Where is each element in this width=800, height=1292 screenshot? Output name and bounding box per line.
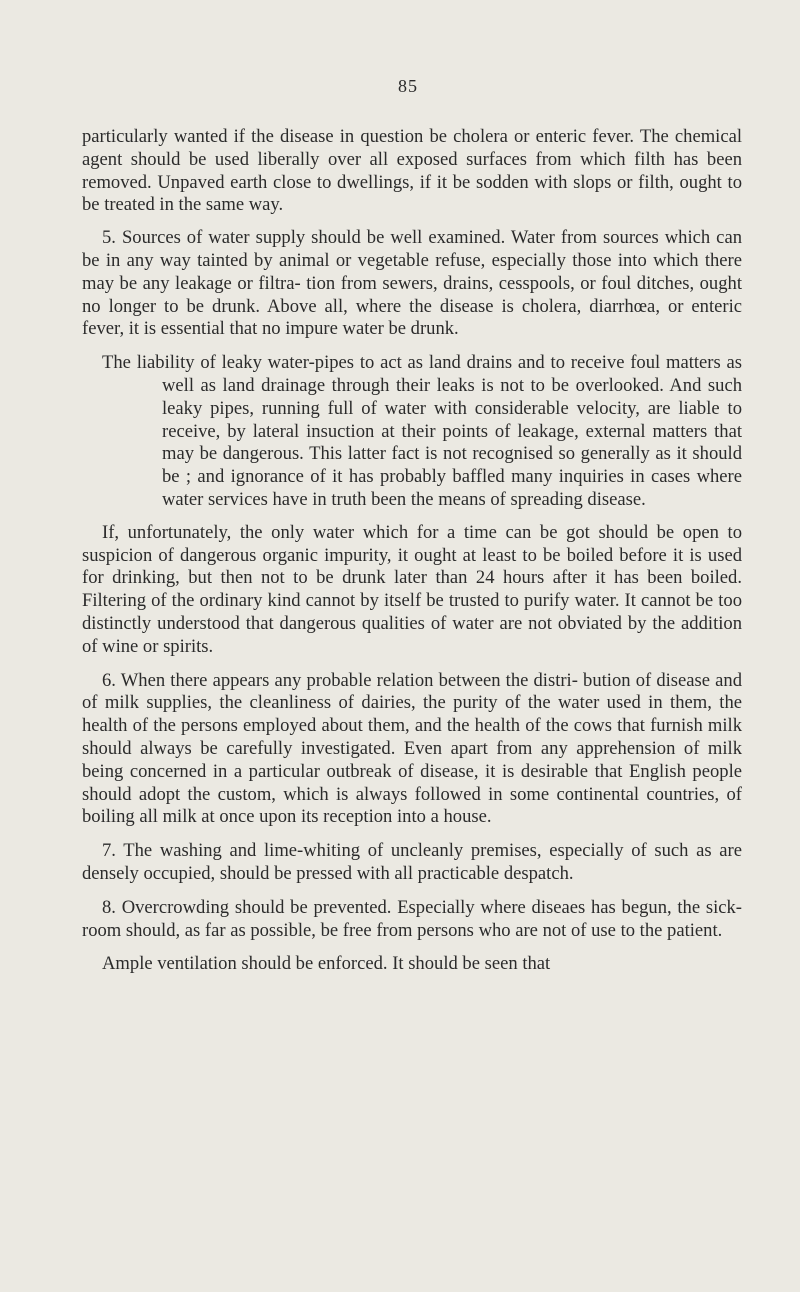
page-number: 85 <box>398 76 418 96</box>
paragraph-6-milk-supplies: 6. When there appears any probable relation between the distri- bution of disease and of milk supplies, the cleanliness of dairies, the purity of the water used in them, the health of the persons employed about them, and the health of the cows that furnish milk should always be carefully investigated. Even apart from any apprehension of milk being concerned in a particular outbreak of disease, it is desirable that English people should adopt the custom, which is always followed in some continental countries, of boiling all milk at once upon its reception into a house. <box>82 669 742 828</box>
paragraph-ventilation: Ample ventilation should be enforced. It should be seen that <box>102 953 551 975</box>
paragraph-leaky-pipes: The liability of leaky water-pipes to act as land drains and to receive foul matters as well as land drainage through their leaks is not to be overlooked. And such leaky pipes, running full of water with considerable velocity, are liable to receive, by lateral insuction at their points of leakage, external matters that may be dangerous. This latter fact is not recognised so generally as it should be ; and ignorance of it has probably baffled many inquiries in cases where water services have in truth been the means of spreading disease. <box>102 352 742 510</box>
paragraph-8-overcrowding: 8. Overcrowding should be prevented. Especially where diseaes has begun, the sick-room should, as far as possible, be free from persons who are not of use to the patient. <box>82 896 742 941</box>
paragraph-continuation: particularly wanted if the disease in question be cholera or enteric fever. The chemical agent should be used liberally over all exposed surfaces from which filth has been removed. Unpaved earth close to dwellings, if it be sodden with slops or filth, ought to be treated in the same way. <box>82 126 742 216</box>
paragraph-5-water-supply: 5. Sources of water supply should be well examined. Water from sources which can be in any way tainted by animal or vegetable refuse, especially those into which there may be any leakage or filtra- tion from sewers, drains, cesspools, or foul ditches, ought no longer to be drunk. Above all, where the disease is cholera, diarrhœa, or enteric fever, it is essential that no impure water be drunk. <box>82 227 742 340</box>
paragraph-7-lime-whiting: 7. The washing and lime-whiting of uncleanly premises, especially of such as are densely occupied, should be pressed with all practicable despatch. <box>82 840 742 884</box>
paragraph-boiling-water: If, unfortunately, the only water which for a time can be got should be open to suspicion of dangerous organic impurity, it ought at least to be boiled before it is used for drinking, but then not to be drunk later than 24 hours after it has been boiled. Filtering of the ordinary kind cannot by itself be trusted to purify water. It cannot be too distinctly understood that dangerous qualities of water are not obviated by the addition of wine or spirits. <box>82 521 742 657</box>
body-text <box>82 126 742 976</box>
